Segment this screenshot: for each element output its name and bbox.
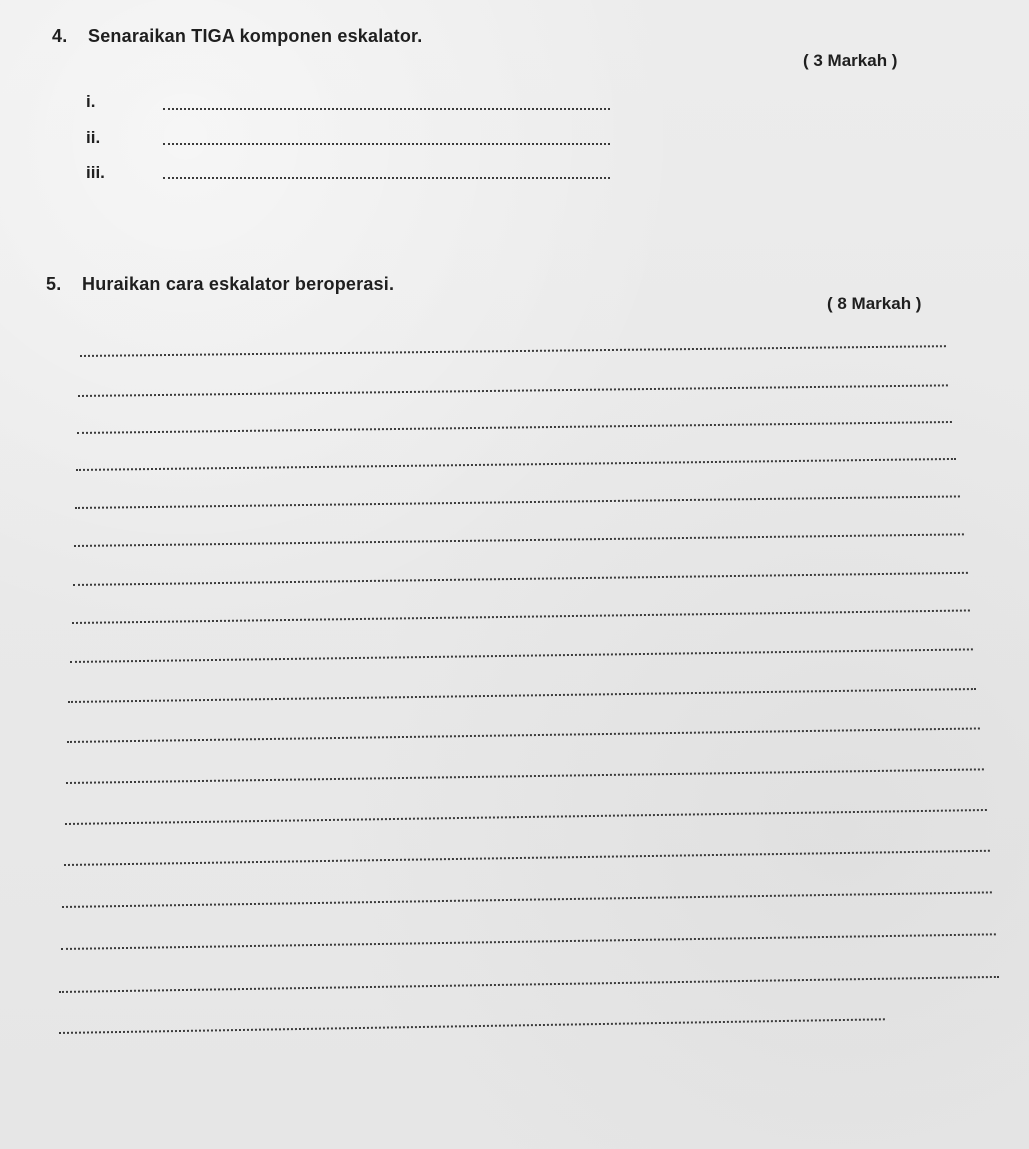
answer-line[interactable] <box>77 421 952 434</box>
answer-line[interactable] <box>59 976 999 993</box>
question-4-item-label: iii. <box>86 163 105 182</box>
answer-line[interactable] <box>163 177 610 179</box>
answer-line[interactable] <box>70 648 973 663</box>
answer-line[interactable] <box>59 1018 885 1034</box>
answer-line[interactable] <box>72 609 970 624</box>
question-5-marks: ( 8 Markah ) <box>827 294 922 313</box>
answer-line[interactable] <box>78 384 948 397</box>
answer-line[interactable] <box>62 891 992 908</box>
question-4-number: 4. <box>52 26 68 46</box>
question-5-title <box>46 274 394 295</box>
question-4-text: Senaraikan TIGA komponen eskalator. <box>88 26 423 46</box>
answer-line[interactable] <box>65 809 987 825</box>
question-4-marks: ( 3 Markah ) <box>803 51 898 70</box>
answer-line[interactable] <box>163 143 610 145</box>
answer-line[interactable] <box>64 850 990 866</box>
answer-line[interactable] <box>73 572 968 586</box>
answer-line[interactable] <box>75 495 960 509</box>
answer-line[interactable] <box>61 933 996 950</box>
question-4-item-label: ii. <box>86 128 101 147</box>
question-4-title <box>52 26 422 47</box>
answer-line[interactable] <box>67 727 980 743</box>
answer-line[interactable] <box>66 768 984 784</box>
answer-line[interactable] <box>80 345 946 357</box>
question-5-text: Huraikan cara eskalator beroperasi. <box>82 274 395 294</box>
answer-line[interactable] <box>74 533 964 547</box>
question-5-number: 5. <box>46 274 62 294</box>
answer-line[interactable] <box>76 458 956 471</box>
question-4-item-label: i. <box>86 92 96 111</box>
answer-line[interactable] <box>68 688 976 703</box>
answer-line[interactable] <box>163 108 610 110</box>
